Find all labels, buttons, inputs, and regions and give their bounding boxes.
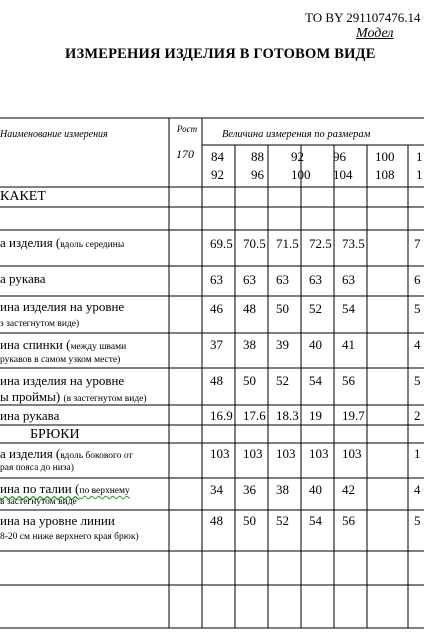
value-cell: 4 <box>414 482 421 497</box>
value-cell: 73.5 <box>342 236 365 251</box>
section-jacket: КАКЕТ <box>0 189 46 204</box>
row-note: рая пояса до низа) <box>0 463 74 473</box>
value-cell: 6 <box>414 272 421 287</box>
value-cell: 2 <box>414 408 421 423</box>
value-cell: 52 <box>309 301 322 316</box>
value-cell: 46 <box>210 301 223 316</box>
row-note: рукавов в самом узком месте) <box>0 355 121 365</box>
row-label: ина на уровне линии <box>0 513 115 528</box>
size-bottom-5: 108 <box>375 167 395 182</box>
value-cell: 69.5 <box>210 236 233 251</box>
size-bottom-3: 100 <box>291 167 311 182</box>
value-cell: 56 <box>342 373 355 388</box>
row-label: ина изделия на уровне <box>0 299 125 314</box>
value-cell: 34 <box>210 482 223 497</box>
value-cell: 56 <box>342 513 355 528</box>
value-cell: 7 <box>414 236 421 251</box>
value-cell: 52 <box>276 373 289 388</box>
size-bottom-2: 96 <box>251 167 264 182</box>
value-cell: 48 <box>243 301 256 316</box>
col-height-label: Рост <box>177 124 198 134</box>
value-cell: 5 <box>414 373 421 388</box>
value-cell: 17.6 <box>243 408 266 423</box>
value-cell: 40 <box>309 337 322 352</box>
col-height-value: 170 <box>176 147 194 161</box>
model-label: Модел <box>356 26 394 41</box>
value-cell: 38 <box>243 337 256 352</box>
value-cell: 52 <box>276 513 289 528</box>
row-note: в застегнутом виде <box>0 497 77 507</box>
value-cell: 103 <box>309 446 329 461</box>
size-bottom-4: 104 <box>333 167 353 182</box>
value-cell: 16.9 <box>210 408 233 423</box>
size-top-6: 1 <box>416 149 423 164</box>
value-cell: 54 <box>309 373 322 388</box>
row-label: ина по талии (по верхнему <box>0 481 130 496</box>
value-cell: 72.5 <box>309 236 332 251</box>
size-top-2: 88 <box>251 149 264 164</box>
value-cell: 5 <box>414 301 421 316</box>
value-cell: 36 <box>243 482 256 497</box>
value-cell: 42 <box>342 482 355 497</box>
section-trousers: БРЮКИ <box>30 427 80 442</box>
value-cell: 63 <box>243 272 256 287</box>
value-cell: 50 <box>276 301 289 316</box>
row-note: з застегнутом виде) <box>0 319 80 329</box>
value-cell: 63 <box>309 272 322 287</box>
value-cell: 50 <box>243 373 256 388</box>
page-title: ИЗМЕРЕНИЯ ИЗДЕЛИЯ В ГОТОВОМ ВИДЕ <box>65 46 376 62</box>
value-cell: 40 <box>309 482 322 497</box>
value-cell: 63 <box>210 272 223 287</box>
value-cell: 70.5 <box>243 236 266 251</box>
value-cell: 38 <box>276 482 289 497</box>
value-cell: 48 <box>210 513 223 528</box>
size-top-5: 100 <box>375 149 395 164</box>
size-top-4: 96 <box>333 149 346 164</box>
col-sizes-header: Величина измерения по размерам <box>222 129 371 140</box>
value-cell: 41 <box>342 337 355 352</box>
value-cell: 50 <box>243 513 256 528</box>
value-cell: 4 <box>414 337 421 352</box>
value-cell: 103 <box>210 446 230 461</box>
size-top-1: 84 <box>211 149 224 164</box>
value-cell: 71.5 <box>276 236 299 251</box>
size-bottom-6: 1 <box>416 167 423 182</box>
value-cell: 103 <box>342 446 362 461</box>
value-cell: 103 <box>276 446 296 461</box>
value-cell: 63 <box>276 272 289 287</box>
row-note: 8-20 см ниже верхнего края брюк) <box>0 532 139 542</box>
value-cell: 37 <box>210 337 223 352</box>
row-label: ина изделия на уровне <box>0 373 125 388</box>
value-cell: 54 <box>342 301 355 316</box>
row-label: а изделия (вдоль середины <box>0 235 125 250</box>
value-cell: 5 <box>414 513 421 528</box>
value-cell: 103 <box>243 446 263 461</box>
row-label: а рукава <box>0 271 46 286</box>
value-cell: 54 <box>309 513 322 528</box>
value-cell: 19.7 <box>342 408 365 423</box>
value-cell: 18.3 <box>276 408 299 423</box>
value-cell: 63 <box>342 272 355 287</box>
value-cell: 39 <box>276 337 289 352</box>
value-cell: 1 <box>414 446 421 461</box>
row-label: ина рукава <box>0 408 60 423</box>
row-label: ина спинки (между швами <box>0 337 127 352</box>
row-label: ы проймы) (в застегнутом виде) <box>0 389 147 404</box>
size-bottom-1: 92 <box>211 167 224 182</box>
row-label: а изделия (вдоль бокового от <box>0 446 133 461</box>
value-cell: 19 <box>309 408 322 423</box>
col-name-header: Наименование измерения <box>0 129 108 140</box>
size-top-3: 92 <box>291 149 304 164</box>
doc-code: ТО BY 291107476.14 <box>305 10 421 25</box>
value-cell: 48 <box>210 373 223 388</box>
